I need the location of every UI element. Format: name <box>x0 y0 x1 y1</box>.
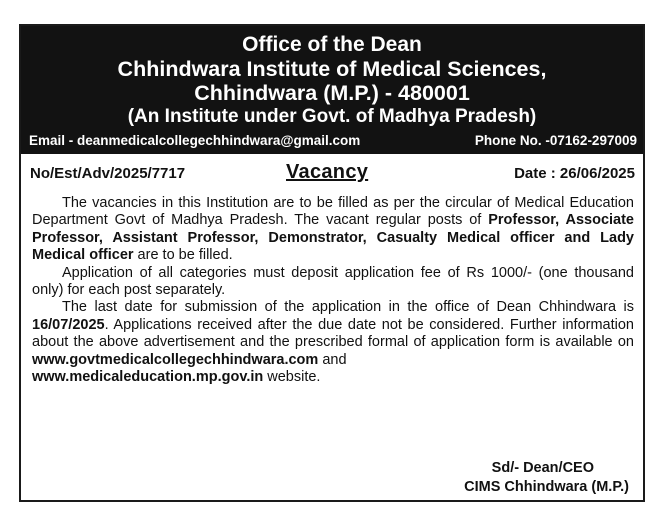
paragraph-text: and <box>318 351 347 368</box>
last-date: 16/07/2025 <box>32 316 105 333</box>
website-line <box>32 369 634 386</box>
email-text: Email - deanmedicalcollegechhindwara@gmail.com <box>29 133 361 148</box>
notice-body <box>32 195 634 386</box>
advertisement-notice <box>19 24 645 502</box>
signatory-office: CIMS Chhindwara (M.P.) <box>464 479 629 495</box>
paragraph-text: are to be filled. <box>133 247 233 264</box>
notice-meta <box>21 158 643 188</box>
post-list: Professor, Associate Professor, Assistant Professor, Demonstrator, Casualty Medical officer and Lady Medical officer <box>32 212 634 264</box>
paragraph-fee: Application of all categories must deposit application fee of Rs 1000/- (one thousand only) for each post separately. <box>32 264 634 299</box>
reference-number: No/Est/Adv/2025/7717 <box>30 165 186 182</box>
signatory-title: Sd/- Dean/CEO <box>491 460 594 476</box>
office-title: Office of the Dean <box>242 33 422 56</box>
paragraph-text: . Applications received after the due date not be considered. Further information about the above advertisement and the prescribed formal of application form is available on <box>32 316 634 351</box>
website-link-2: www.medicaleducation.mp.gov.in <box>32 369 264 386</box>
paragraph-vacancies <box>32 195 634 265</box>
website-link-1: www.govtmedicalcollegechhindwara.com <box>32 351 319 368</box>
notice-header <box>21 26 643 154</box>
paragraph-text: website. <box>263 369 321 386</box>
phone-text: Phone No. -07162-297009 <box>474 133 637 148</box>
notice-date: Date : 26/06/2025 <box>514 165 635 182</box>
paragraph-text: The vacancies in this Institution are to be filled as per the circular of Medical Education Department Govt of Madhya Pradesh. The vacant regular posts of <box>32 195 634 229</box>
paragraph-deadline <box>32 299 634 369</box>
institute-address: Chhindwara (M.P.) - 480001 <box>194 81 470 105</box>
notice-title: Vacancy <box>286 161 369 183</box>
paragraph-text: The last date for submission of the application in the office of Dean Chhindwara is <box>62 299 634 316</box>
contact-line <box>21 129 643 148</box>
institute-name: Chhindwara Institute of Medical Sciences, <box>117 57 547 81</box>
institute-affiliation: (An Institute under Govt. of Madhya Pradesh) <box>127 106 537 127</box>
